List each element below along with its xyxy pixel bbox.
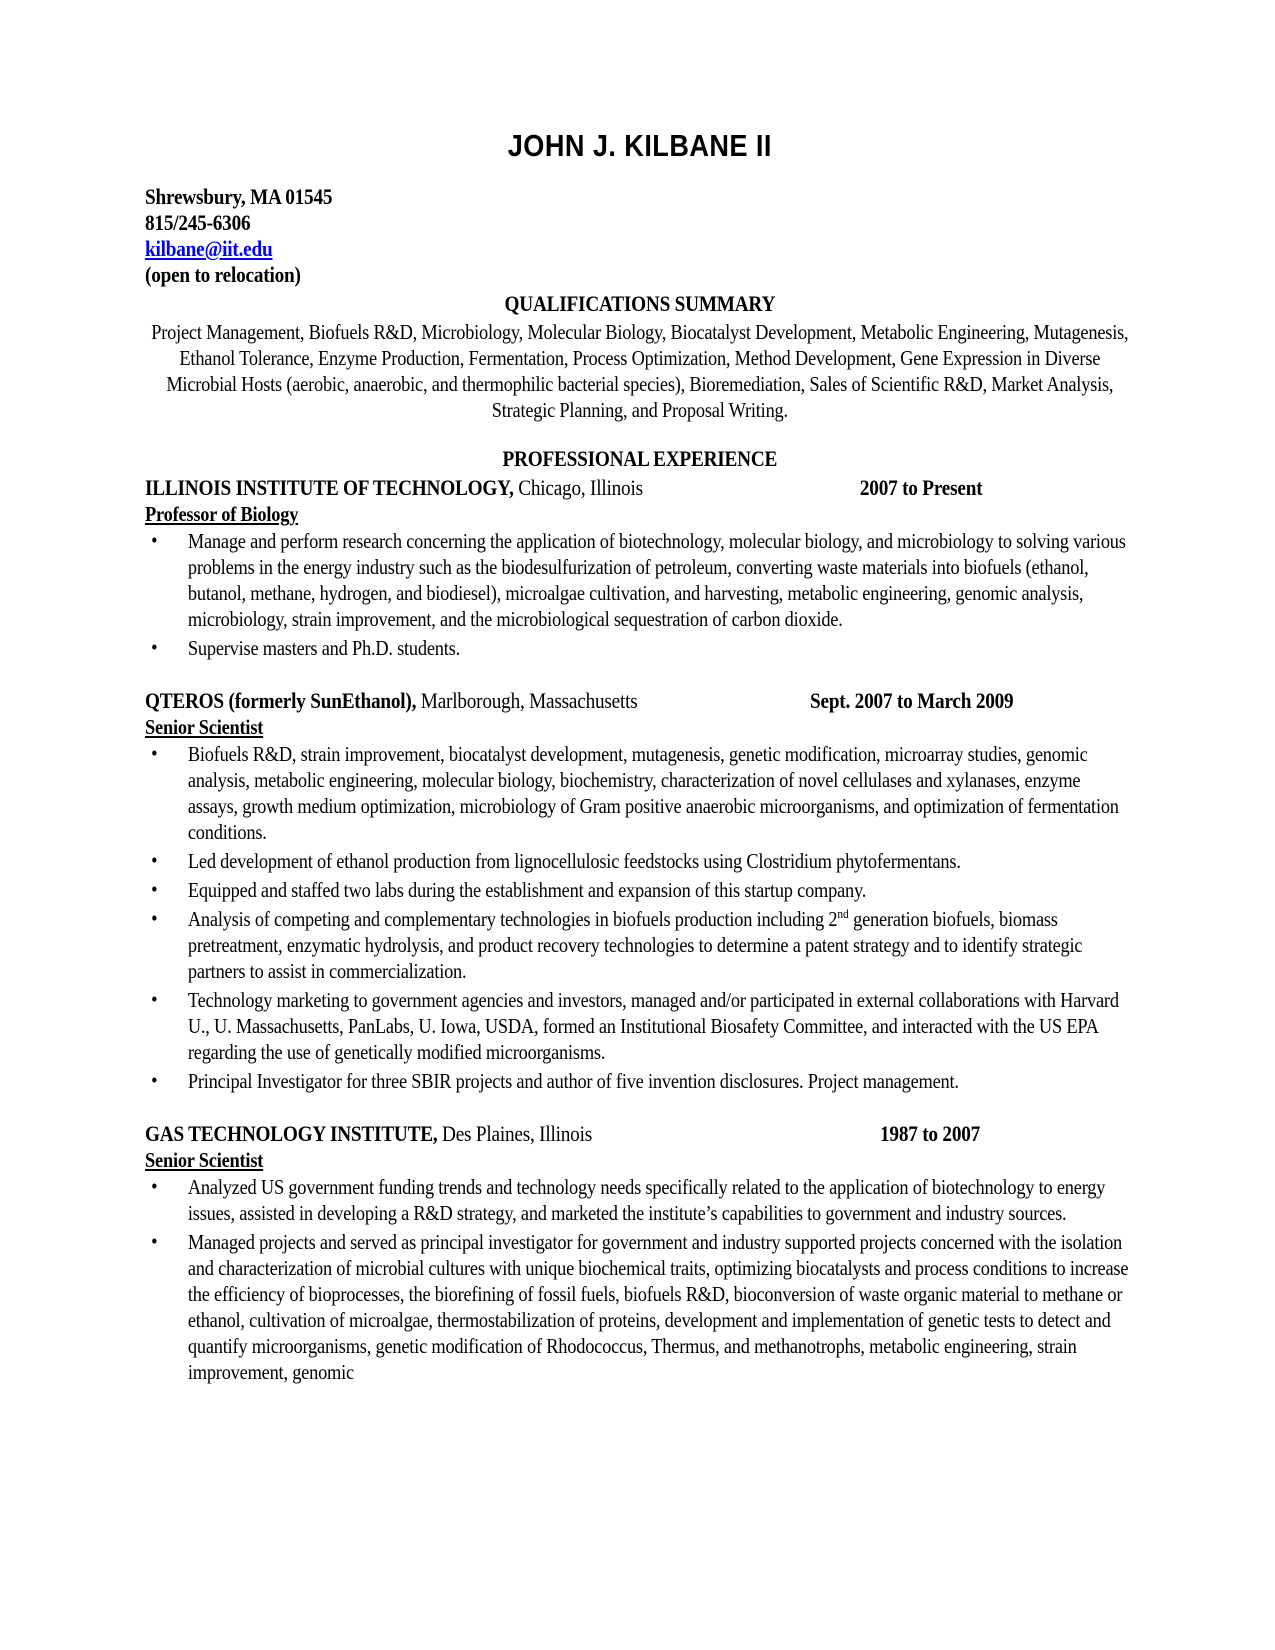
bullet-item <box>145 1174 1135 1226</box>
company-name: ILLINOIS INSTITUTE OF TECHNOLOGY, <box>145 475 514 500</box>
bullet-text: Biofuels R&D, strain improvement, biocatalyst development, mutagenesis, genetic modification, microarray studies, genomic analysis, metabolic engineering, molecular biology, biochemistry, characterization of novel cellulases and xylanases, enzyme assays, growth medium optimization, microbiology of Gram positive anaerobic microorganisms, and optimization of fermentation conditions. <box>187 742 1119 844</box>
ordinal-superscript: nd <box>837 906 849 921</box>
date-range: 1987 to 2007 <box>880 1121 981 1146</box>
bullet-text: Equipped and staffed two labs during the establishment and expansion of this startup company. <box>187 878 867 902</box>
bullet-item <box>145 528 1135 632</box>
bullet-item <box>145 848 1135 874</box>
company-location: Chicago, Illinois <box>513 475 643 500</box>
bullet-item <box>145 987 1135 1065</box>
bullet-text: Led development of ethanol production from lignocellulosic feedstocks using Clostridium phytofermentans. <box>187 849 961 873</box>
bullet-item <box>145 741 1135 845</box>
bullet-icon: • <box>151 877 158 901</box>
date-range: 2007 to Present <box>859 475 983 500</box>
bullet-item <box>145 1229 1135 1385</box>
bullet-icon: • <box>151 528 158 552</box>
bullet-list <box>145 528 1135 661</box>
company-name: QTEROS (formerly SunEthanol), <box>145 688 417 713</box>
job-title: Professor of Biology <box>145 502 299 526</box>
date-range: Sept. 2007 to March 2009 <box>810 688 1014 713</box>
qualifications-summary: Project Management, Biofuels R&D, Microbiology, Molecular Biology, Biocatalyst Development, Metabolic Engineering, Mutagenesis, Ethanol Tolerance, Enzyme Production, Fermentation, Process Optimization, Method Development, Gene Expression in Diverse Microbial Hosts (aerobic, anaerobic, and thermophilic bacterial species), Bioremediation, Sales of Scientific R&D, Market Analysis, Strategic Planning, and Proposal Writing. <box>151 320 1129 422</box>
company-row <box>145 688 1135 714</box>
bullet-icon: • <box>151 1068 158 1092</box>
job-section-qteros <box>145 688 1135 1094</box>
contact-phone: 815/245-6306 <box>145 210 251 235</box>
bullet-list <box>145 741 1135 1094</box>
job-title: Senior Scientist <box>145 1148 264 1172</box>
bullet-icon: • <box>151 848 158 872</box>
company-location: Des Plaines, Illinois <box>437 1121 592 1146</box>
resume-content <box>145 130 1135 1385</box>
email-link[interactable]: kilbane@iit.edu <box>145 236 273 261</box>
bullet-icon: • <box>151 906 158 930</box>
company-row <box>145 1121 1135 1147</box>
bullet-text-after-sup: generation biofuels, biomass pretreatment, enzymatic hydrolysis, and product recovery technologies to determine a patent strategy and to identify strategic partners to assist in commercialization. <box>187 907 1083 983</box>
bullet-item <box>145 635 1135 661</box>
bullet-text <box>188 907 1082 983</box>
contact-email-line <box>145 236 1135 262</box>
bullet-text: Manage and perform research concerning the application of biotechnology, molecular biology, and microbiology to solving various problems in the energy industry such as the biodesulfurization of petroleum, converting waste materials into biofuels (ethanol, butanol, methane, hydrogen, and biodiesel), microalgae cultivation, and harvesting, metabolic engineering, genomic analysis, microbiology, strain improvement, and the microbiological sequestration of carbon dioxide. <box>187 529 1126 631</box>
bullet-item <box>145 1068 1135 1094</box>
bullet-text-before-sup: Analysis of competing and complementary technologies in biofuels production including 2 <box>187 907 838 931</box>
company-location: Marlborough, Massachusetts <box>416 688 638 713</box>
company-row <box>145 475 1135 501</box>
bullet-icon: • <box>151 741 158 765</box>
job-section-gti <box>145 1121 1135 1385</box>
bullet-icon: • <box>151 1174 158 1198</box>
bullet-icon: • <box>151 1229 158 1253</box>
job-title: Senior Scientist <box>145 715 264 739</box>
contact-block <box>145 184 1135 288</box>
contact-location: Shrewsbury, MA 01545 <box>145 184 333 209</box>
bullet-text: Managed projects and served as principal investigator for government and industry supported projects concerned with the isolation and characterization of microbial cultures with unique biochemical traits, optimizing biocatalysts and process conditions to increase the efficiency of bioprocesses, the biorefining of fossil fuels, biofuels R&D, bioconversion of waste organic material to methane or ethanol, cultivation of microalgae, thermostabilization of proteins, development and implementation of genetic tests to detect and quantify microorganisms, genetic modification of Rhodococcus, Thermus, and methanotrophs, metabolic engineering, strain improvement, genomic <box>187 1230 1129 1384</box>
contact-relocation: (open to relocation) <box>145 262 301 287</box>
bullet-item <box>145 906 1135 984</box>
qualifications-heading: QUALIFICATIONS SUMMARY <box>504 291 776 316</box>
person-name: JOHN J. KILBANE II <box>507 128 772 163</box>
bullet-text: Technology marketing to government agencies and investors, managed and/or participated in external collaborations with Harvard U., U. Massachusetts, PanLabs, U. Iowa, USDA, formed an Institutional Biosafety Committee, and interacted with the US EPA regarding the use of genetically modified microorganisms. <box>187 988 1119 1064</box>
experience-heading: PROFESSIONAL EXPERIENCE <box>502 446 778 471</box>
bullet-list <box>145 1174 1135 1385</box>
bullet-text: Principal Investigator for three SBIR projects and author of five invention disclosures. Project management. <box>187 1069 959 1093</box>
company-name: GAS TECHNOLOGY INSTITUTE, <box>145 1121 438 1146</box>
bullet-text: Supervise masters and Ph.D. students. <box>187 636 460 660</box>
bullet-icon: • <box>151 635 158 659</box>
bullet-item <box>145 877 1135 903</box>
bullet-icon: • <box>151 987 158 1011</box>
bullet-text: Analyzed US government funding trends and technology needs specifically related to the application of biotechnology to energy issues, assisted in developing a R&D strategy, and marketed the institute’s capabilities to government and industry sources. <box>187 1175 1106 1225</box>
job-section-iit <box>145 475 1135 661</box>
